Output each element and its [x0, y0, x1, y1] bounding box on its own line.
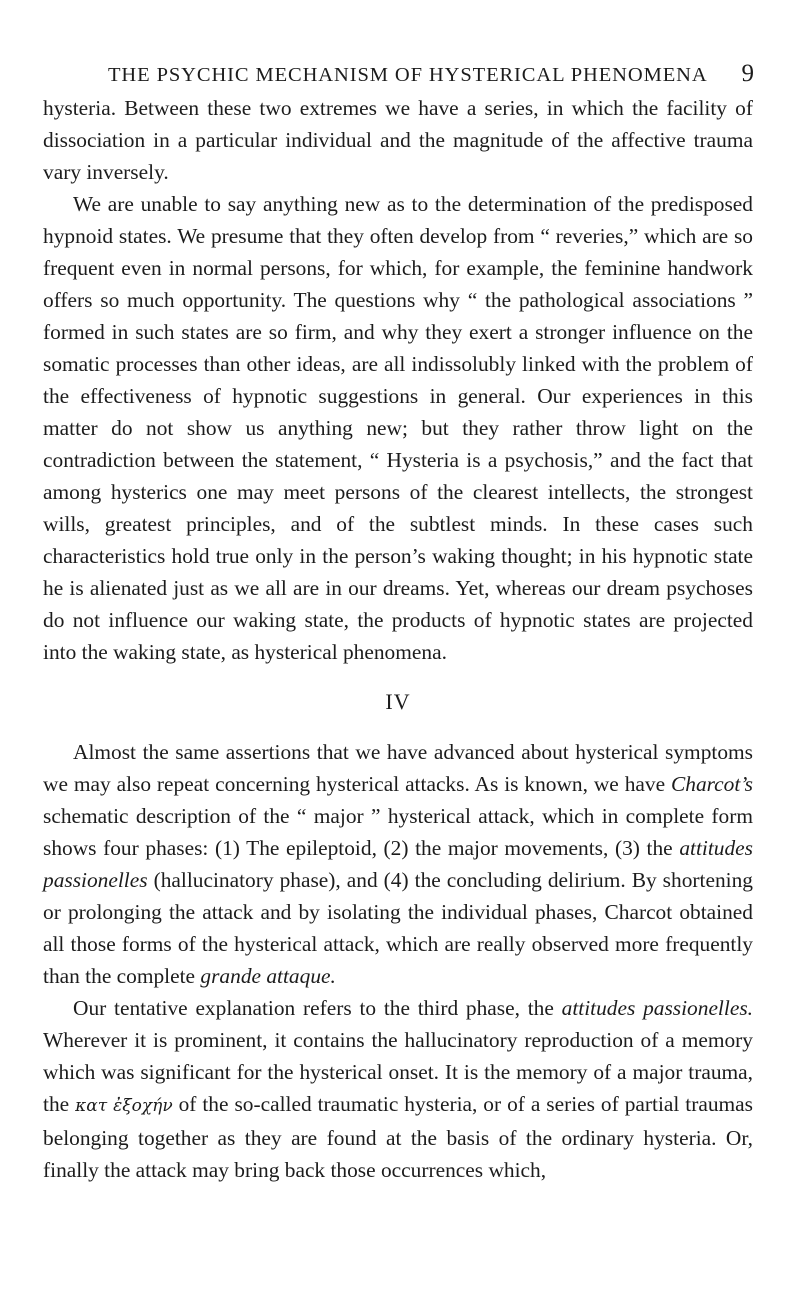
italic-text: attitudes passionelles: [43, 836, 753, 892]
page-number: 9: [741, 60, 754, 87]
paragraph-text: schematic description of the “ major ” hysterical attack, which in complete form shows four phases: (1) The epileptoid, (2) the major movements, (3) the: [43, 804, 753, 860]
paragraph-text: Our tentative explanation refers to the third phase, the: [73, 996, 562, 1020]
paragraph-hysterical-attacks: [43, 736, 753, 992]
paragraph-tentative-explanation: [43, 992, 753, 1186]
paragraph-text: Almost the same assertions that we have advanced about hysterical symptoms we may also repeat concerning hysterical attacks. As is known, we have: [43, 740, 753, 796]
paragraph-text: hysteria. Between these two extremes we have a series, in which the facility of dissociation in a particular individual and the magnitude of the affective trauma vary inversely.: [43, 96, 753, 184]
paragraph-text: We are unable to say anything new as to the determination of the predisposed hypnoid states. We presume that they often develop from “ reveries,” which are so frequent even in normal persons, for which, for example, the feminine handwork offers so much opportunity. The questions why “ the pathological associations ” formed in such states are so firm, and why they exert a stronger influence on the somatic processes than other ideas, are all indissolubly linked with the problem of the effectiveness of hypnotic suggestions in general. Our experiences in this matter do not show us anything new; but they rather throw light on the contradiction between the statement, “ Hysteria is a psychosis,” and the fact that among hysterics one may meet persons of the clearest intellects, the strongest wills, greatest principles, and of the subtlest minds. In these cases such characteristics hold true only in the person’s waking thought; in his hypnotic state he is alienated just as we all are in our dreams. Yet, whereas our dream psychoses do not influence our waking state, the products of hypnotic states are projected into the waking state, as hysterical phenomena.: [43, 192, 753, 664]
italic-text: Charcot’s: [670, 772, 753, 796]
body-text: [43, 92, 753, 1186]
paragraph-text: of the so-called traumatic hysteria, or of a series of partial traumas belonging together as they are found at the basis of the ordinary hysteria. Or, finally the attack may bring back those occurrences which,: [43, 1092, 753, 1182]
greek-phrase: κατ ἐξοχήν: [75, 1096, 173, 1116]
paragraph-hypnoid-states: [43, 188, 753, 668]
italic-text: attitudes passionelles.: [561, 996, 753, 1020]
italic-text: grande attaque.: [200, 964, 336, 988]
running-title: THE PSYCHIC MECHANISM OF HYSTERICAL PHENOMENA: [108, 64, 708, 86]
paragraph-continuation: [43, 92, 753, 188]
section-heading: IV: [385, 689, 411, 714]
running-head: [40, 60, 754, 90]
paragraph-text: (hallucinatory phase), and (4) the concluding delirium. By shortening or prolonging the attack and by isolating the individual phases, Charcot obtained all those forms of the hysterical attack, which are really observed more frequently than the complete: [43, 868, 753, 988]
paragraph-text: Wherever it is prominent, it contains the hallucinatory reproduction of a memory which was significant for the hysterical onset. It is the memory of a major trauma, the: [43, 1028, 753, 1116]
